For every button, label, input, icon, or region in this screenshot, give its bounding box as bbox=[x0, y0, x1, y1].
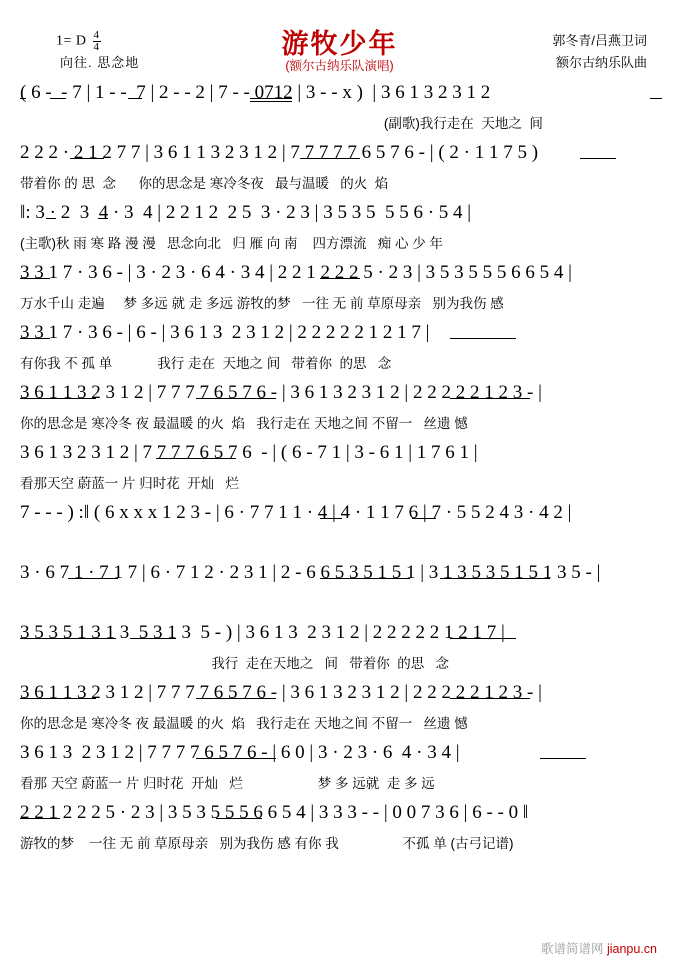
tempo-mood-marking: 向往. 思念地 bbox=[60, 55, 140, 70]
watermark-text-cn: 歌谱简谱网 bbox=[540, 942, 604, 956]
music-line bbox=[20, 682, 659, 742]
lyrics-row: 万水千山 走遍 梦 多远 就 走 多远 游牧的梦 一往 无 前 草原母亲 别为我伤 感 bbox=[20, 296, 504, 311]
notation-row: 2 2 2 · 2 1 2 7 7 | 3 6 1 1 3 2 3 1 2 | 7 7 7 7 7 6 5 7 6 - | ( 2 · 1 1 7 5 ) bbox=[20, 142, 539, 163]
music-line bbox=[20, 322, 659, 382]
music-line bbox=[20, 82, 659, 142]
music-line bbox=[20, 562, 659, 622]
lyrics-row: (副歌)我行走在 天地之 间 bbox=[20, 116, 543, 131]
lyrics-row: 我行 走在天地之 间 带着你 的思 念 bbox=[20, 656, 450, 671]
time-signature-numerator: 4 bbox=[93, 29, 100, 41]
score-header bbox=[0, 0, 679, 82]
song-title: 游牧少年 bbox=[281, 29, 398, 59]
music-line bbox=[20, 262, 659, 322]
music-line bbox=[20, 382, 659, 442]
lyrics-row: 游牧的梦 一往 无 前 草原母亲 别为我伤 感 有你 我 不孤 单 (古弓记谱) bbox=[20, 836, 514, 851]
notation-row: ‖: 3 · 2 3 4 · 3 4 | 2 2 1 2 2 5 3 · 2 3 | 3 5 3 5 5 5 6 · 5 4 | bbox=[20, 202, 472, 223]
notation-row: 3 6 1 3 2 3 1 2 | 7 7 7 7 6 5 7 6 - | ( 6 - 7 1 | 3 - 6 1 | 1 7 6 1 | bbox=[20, 442, 478, 463]
music-line bbox=[20, 742, 659, 802]
notation-row: 3 6 1 1 3 2 3 1 2 | 7 7 7 7 6 5 7 6 - | 3 6 1 3 2 3 1 2 | 2 2 2 2 2 1 2 3 - | bbox=[20, 682, 542, 703]
notation-row: 3 3 1 7 · 3 6 - | 6 - | 3 6 1 3 2 3 1 2 | 2 2 2 2 2 1 2 1 7 | bbox=[20, 322, 430, 343]
lyrics-row: 有你我 不 孤 单 我行 走在 天地之 间 带着你 的思 念 bbox=[20, 356, 392, 371]
key-label: 1= D bbox=[56, 33, 87, 49]
lyrics-row: 你的思念是 寒冷冬 夜 最温暖 的火 焰 我行走在 天地之间 不留一 丝遗 憾 bbox=[20, 416, 468, 431]
notation-row: 3 6 1 1 3 2 3 1 2 | 7 7 7 7 6 5 7 6 - | 3 6 1 3 2 3 1 2 | 2 2 2 2 2 1 2 3 - | bbox=[20, 382, 542, 403]
composer-credit: 额尔古纳乐队曲 bbox=[555, 55, 647, 70]
lyrics-row: 带着你 的 思 念 你的思念是 寒冷冬夜 最与温暖 的火 焰 bbox=[20, 176, 389, 191]
notation-row: 3 5 3 5 1 3 1 3 5 3 1 3 5 - ) | 3 6 1 3 2 3 1 2 | 2 2 2 2 2 1 2 1 7 | bbox=[20, 622, 505, 643]
time-signature-denominator: 4 bbox=[93, 41, 100, 53]
lyrics-row: 看那 天空 蔚蓝一 片 归时花 开灿 烂 梦 多 远就 走 多 远 bbox=[20, 776, 435, 791]
music-line bbox=[20, 502, 659, 562]
notation-row: ( 6 - - 7 | 1 - - 7 | 2 - - 2 | 7 - - 0712 | 3 - - x ) | 3 6 1 3 2 3 1 2 bbox=[20, 82, 491, 103]
notation-row: 3 6 1 3 2 3 1 2 | 7 7 7 7 6 5 7 6 - | 6 0 | 3 · 2 3 · 6 4 · 3 4 | bbox=[20, 742, 460, 763]
notation-row: 3 · 6 7 1 · 7 1 7 | 6 · 7 1 2 · 2 3 1 | 2 - 6 6 5 3 5 1 5 1 | 3 1 3 5 3 5 1 5 1 3 5 - | bbox=[20, 562, 601, 583]
music-line bbox=[20, 622, 659, 682]
music-line bbox=[20, 802, 659, 862]
music-line bbox=[20, 442, 659, 502]
song-subtitle: (额尔古纳乐队演唱) bbox=[285, 59, 394, 73]
notation-row: 3 3 1 7 · 3 6 - | 3 · 2 3 · 6 4 · 3 4 | 2 2 1 2 2 2 5 · 2 3 | 3 5 3 5 5 5 6 6 5 4 | bbox=[20, 262, 572, 283]
music-line bbox=[20, 142, 659, 202]
notation-row: 2 2 1 2 2 2 5 · 2 3 | 3 5 3 5 5 5 6 6 5 4 | 3 3 3 - - | 0 0 7 3 6 | 6 - - 0 ‖ bbox=[20, 802, 529, 823]
music-line bbox=[20, 202, 659, 262]
site-watermark bbox=[541, 939, 657, 957]
notation-row: 7 - - - ) :‖ ( 6 x x x 1 2 3 - | 6 · 7 7 1 1 · 4 | 4 · 1 1 7 6 | 7 · 5 5 2 4 3 · 4 2 | bbox=[20, 502, 572, 523]
lyrics-row: 看那天空 蔚蓝一 片 归时花 开灿 烂 bbox=[20, 476, 240, 491]
lyrics-row: 你的思念是 寒冷冬 夜 最温暖 的火 焰 我行走在 天地之间 不留一 丝遗 憾 bbox=[20, 716, 468, 731]
lyrics-row: (主歌)秋 雨 寒 路 漫 漫 思念向北 归 雁 向 南 四方漂流 痴 心 少 年 bbox=[20, 236, 444, 251]
watermark-text-url: jianpu.cn bbox=[606, 942, 657, 956]
lyricist-credit: 郭冬青/吕燕卫词 bbox=[552, 33, 647, 48]
